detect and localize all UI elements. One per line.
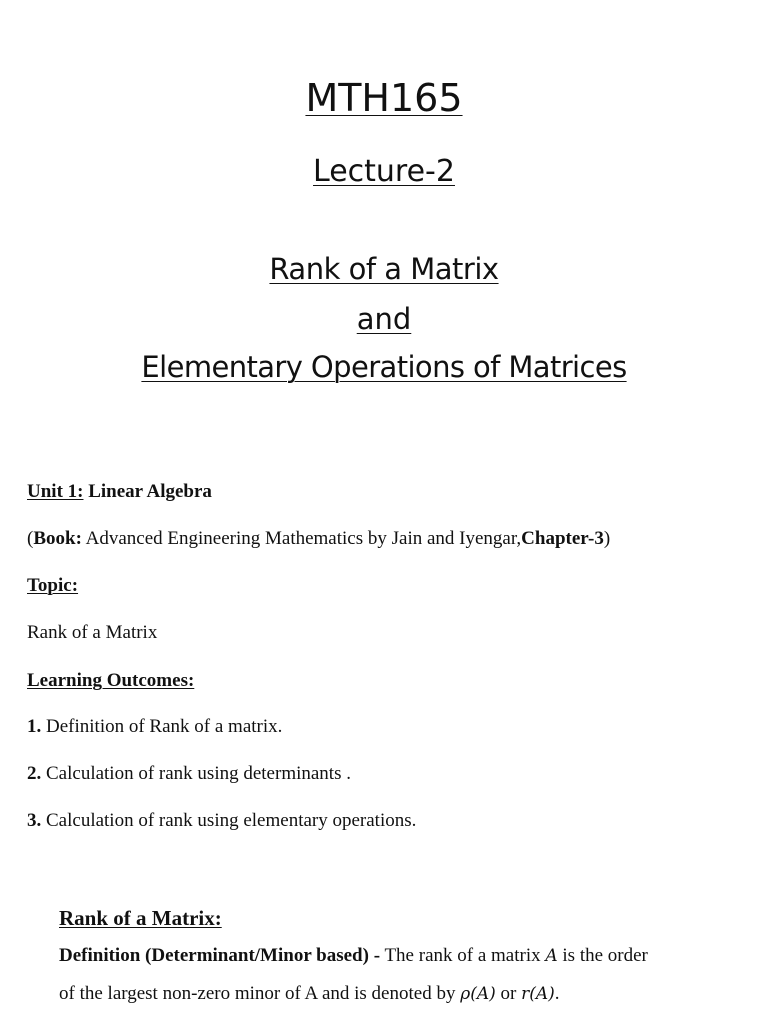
book-text: Advanced Engineering Mathematics by Jain and Iyengar, xyxy=(81,528,522,549)
outcome-number: 1. xyxy=(27,716,42,737)
book-chapter: Chapter-3 xyxy=(521,528,604,549)
rank-definition-line1 xyxy=(59,945,648,967)
outcome-text: Calculation of rank using determinants . xyxy=(41,763,351,784)
topic-value: Rank of a Matrix xyxy=(27,622,158,643)
outcome-number: 2. xyxy=(27,763,42,784)
definition-period: . xyxy=(554,983,560,1004)
outcome-item xyxy=(27,810,416,832)
lecture-topic-line2: Elementary Operations of Matrices xyxy=(141,350,627,384)
rho-notation: ρ(A) xyxy=(460,984,496,1004)
lecture-number-title: Lecture-2 xyxy=(313,154,455,189)
unit-label: Unit 1: xyxy=(27,481,84,502)
outcome-item xyxy=(27,716,282,738)
learning-outcomes-label: Learning Outcomes: xyxy=(27,670,195,691)
book-label: Book: xyxy=(33,528,82,549)
definition-text-b: is the order xyxy=(557,945,648,966)
outcome-item xyxy=(27,763,351,785)
outcome-number: 3. xyxy=(27,810,42,831)
rank-section-heading: Rank of a Matrix: xyxy=(59,906,222,930)
definition-label: Definition (Determinant/Minor based) - xyxy=(59,945,381,966)
lecture-topic-line1: Rank of a Matrix xyxy=(269,252,499,286)
r-notation: r(A) xyxy=(521,984,555,1004)
book-close-paren: ) xyxy=(603,528,611,549)
outcome-text: Calculation of rank using elementary operations. xyxy=(41,810,417,831)
definition-or: or xyxy=(495,983,522,1004)
definition-text-a: The rank of a matrix xyxy=(380,945,546,966)
course-code-title: MTH165 xyxy=(305,76,463,120)
lecture-topic-and: and xyxy=(356,302,412,336)
outcome-text: Definition of Rank of a matrix. xyxy=(41,716,283,737)
unit-line xyxy=(27,481,212,503)
rank-definition-line2 xyxy=(59,983,560,1005)
book-open-paren: ( xyxy=(27,528,34,549)
unit-value: Linear Algebra xyxy=(88,481,212,502)
topic-label: Topic: xyxy=(27,575,79,596)
definition-line2-text: of the largest non-zero minor of A and is denoted by xyxy=(59,983,461,1004)
matrix-variable: A xyxy=(545,946,558,966)
book-reference xyxy=(27,528,610,550)
